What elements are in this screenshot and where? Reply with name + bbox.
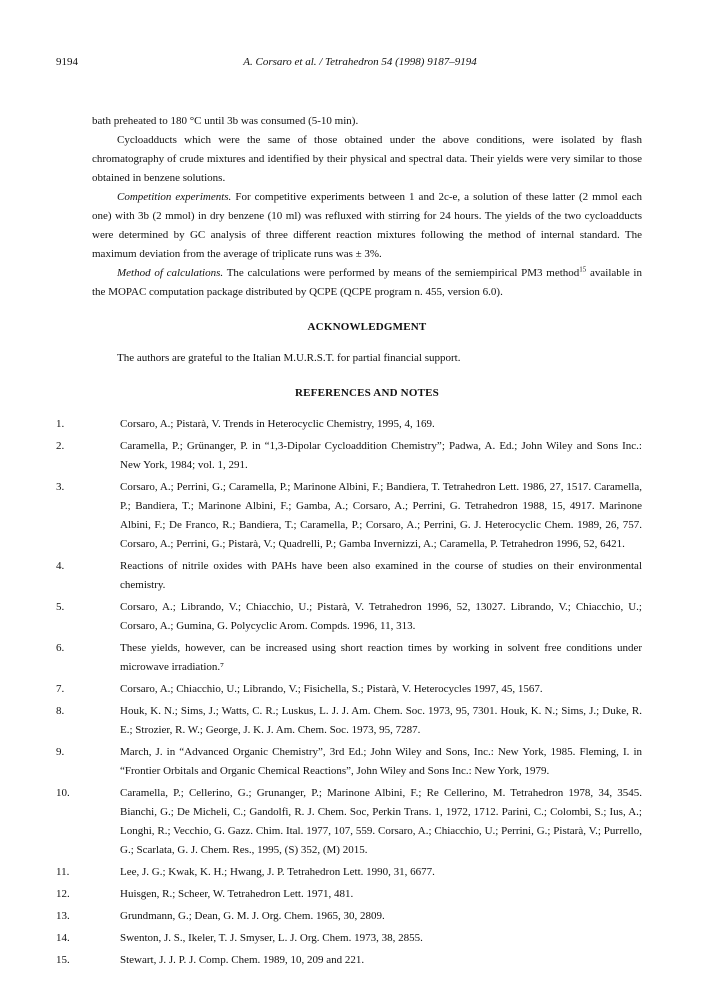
reference-number: 11. xyxy=(56,866,70,878)
reference-item xyxy=(56,415,642,434)
reference-item xyxy=(56,929,642,948)
reference-item xyxy=(56,863,642,882)
reference-number: 2. xyxy=(56,440,65,452)
reference-number: 3. xyxy=(56,481,65,493)
reference-number: 1. xyxy=(56,418,65,430)
reference-number: 10. xyxy=(56,787,70,799)
reference-item xyxy=(56,680,642,699)
page-number: 9194 xyxy=(56,56,78,68)
reference-item xyxy=(56,478,642,554)
reference-text: Lee, J. G.; Kwak, K. H.; Hwang, J. P. Tetrahedron Lett. 1990, 31, 6677. xyxy=(120,866,435,878)
reference-number: 6. xyxy=(56,642,65,654)
reference-text: Corsaro, A.; Librando, V.; Chiacchio, U.; Pistarà, V. Tetrahedron 1996, 52, 13027. Librando, V.; Chiacchio, U.; Corsaro, A.; Gumina, G. Polycyclic Arom. Compds. 1996, 11, 313. xyxy=(120,601,642,632)
reference-item xyxy=(56,702,642,740)
reference-text: Corsaro, A.; Chiacchio, U.; Librando, V.; Fisichella, S.; Pistarà, V. Heterocycles 1997, 45, 1567. xyxy=(120,683,543,695)
reference-text: March, J. in “Advanced Organic Chemistry”, 3rd Ed.; John Wiley and Sons, Inc.: New York, 1985. Fleming, I. in “Frontier Orbitals and Organic Chemical Reactions”, John Wiley and Sons Inc.: New York, 1979. xyxy=(120,746,642,777)
reference-item xyxy=(56,639,642,677)
reference-text: Swenton, J. S., Ikeler, T. J. Smyser, L. J. Org. Chem. 1973, 38, 2855. xyxy=(120,932,423,944)
reference-number: 9. xyxy=(56,746,65,758)
paragraph-3-lead: Competition experiments. xyxy=(117,191,232,203)
paragraph-4-text-b: available in the MOPAC computation package distributed by QCPE (QCPE program n. 455, version 6.0). xyxy=(92,267,642,298)
reference-number: 13. xyxy=(56,910,70,922)
reference-number: 8. xyxy=(56,705,65,717)
reference-item xyxy=(56,598,642,636)
paragraph-2: Cycloadducts which were the same of those obtained under the above conditions, were isolated by flash chromatography of crude mixtures and identified by their physical and spectral data. Their yields were very similar to those obtained in benzene solutions. xyxy=(92,134,642,184)
reference-item xyxy=(56,557,642,595)
acknowledgment-heading: ACKNOWLEDGMENT xyxy=(307,321,427,333)
page-header xyxy=(56,56,664,74)
reference-number: 14. xyxy=(56,932,70,944)
running-head: A. Corsaro et al. / Tetrahedron 54 (1998) 9187–9194 xyxy=(243,56,477,68)
body-text xyxy=(56,112,642,973)
reference-text: Corsaro, A.; Perrini, G.; Caramella, P.; Marinone Albini, F.; Bandiera, T. Tetrahedron Lett. 1986, 27, 1517. Caramella, P.; Bandiera, T.; Marinone Albini, F.; Gamba, A.; Corsaro, A.; Perrini, G. Tetrahedron 1988, 15, 4917. Marinone Albini, F.; De Franco, R.; Bandiera, T.; Caramella, P.; Corsaro, A.; Perrini, G. J. Heterocyclic Chem. 1989, 26, 757. Corsaro, A.; Perrini, G.; Pistarà, V.; Quadrelli, P.; Gamba Invernizzi, A.; Caramella, P. Tetrahedron 1996, 52, 6421. xyxy=(120,481,642,550)
reference-text: Houk, K. N.; Sims, J.; Watts, C. R.; Luskus, L. J. J. Am. Chem. Soc. 1973, 95, 7301. Houk, K. N.; Sims, J.; Duke, R. E.; Strozier, R. W.; George, J. K. J. Am. Chem. Soc. 1973, 95, 7287. xyxy=(120,705,642,736)
reference-text: Grundmann, G.; Dean, G. M. J. Org. Chem. 1965, 30, 2809. xyxy=(120,910,385,922)
paragraph-4-text-a: The calculations were performed by means of the semiempirical PM3 method xyxy=(223,267,580,279)
reference-item xyxy=(56,907,642,926)
paragraph-4 xyxy=(92,264,642,302)
reference-number: 5. xyxy=(56,601,65,613)
reference-number: 7. xyxy=(56,683,65,695)
paragraph-1: bath preheated to 180 °C until 3b was consumed (5-10 min). xyxy=(92,115,359,127)
reference-text: Stewart, J. J. P. J. Comp. Chem. 1989, 10, 209 and 221. xyxy=(120,954,365,966)
reference-item xyxy=(56,437,642,475)
reference-item xyxy=(56,743,642,781)
reference-text: Huisgen, R.; Scheer, W. Tetrahedron Lett. 1971, 481. xyxy=(120,888,354,900)
reference-item xyxy=(56,784,642,860)
references-heading: REFERENCES AND NOTES xyxy=(295,387,439,399)
reference-item xyxy=(56,951,642,970)
reference-number: 12. xyxy=(56,888,70,900)
reference-text: Corsaro, A.; Pistarà, V. Trends in Heterocyclic Chemistry, 1995, 4, 169. xyxy=(120,418,435,430)
reference-text: These yields, however, can be increased using short reaction times by working in solvent free conditions under microwave irradiation.⁷ xyxy=(120,642,642,673)
reference-list xyxy=(56,415,642,970)
reference-item xyxy=(56,885,642,904)
paragraph-4-lead: Method of calculations. xyxy=(117,267,224,279)
acknowledgment-text: The authors are grateful to the Italian M.U.R.S.T. for partial financial support. xyxy=(117,352,461,364)
reference-number: 15. xyxy=(56,954,70,966)
reference-text: Reactions of nitrile oxides with PAHs have been also examined in the course of studies on their environmental chemistry. xyxy=(120,560,642,591)
paragraph-3 xyxy=(92,188,642,264)
footnote-ref-15: 15 xyxy=(579,265,587,274)
reference-number: 4. xyxy=(56,560,65,572)
reference-text: Caramella, P.; Cellerino, G.; Grunanger, P.; Marinone Albini, F.; Re Cellerino, M. Tetrahedron 1978, 34, 3545. Bianchi, G.; De Micheli, C.; Gandolfi, R. J. Chem. Soc, Perkin Trans. 1, 1972, 1712. Parini, C.; Colombi, S.; Ius, A.; Longhi, R.; Vecchio, G. Gazz. Chim. Ital. 1977, 107, 559. Corsaro, A.; Chiacchio, U.; Perrini, G.; Pistarà, V.; Purrello, G.; Scarlata, G. J. Chem. Res., 1995, (S) 352, (M) 2015. xyxy=(120,787,642,856)
paragraph-3-text: For competitive experiments between 1 and 2c-e, a solution of these latter (2 mmol each one) with 3b (2 mmol) in dry benzene (10 ml) was refluxed with stirring for 24 hours. The yields of the two cycloadducts were determined by GC analysis of three different reaction mixtures following the method of internal standard. The maximum deviation from the average of triplicate runs was ± 3%. xyxy=(92,191,642,260)
reference-text: Caramella, P.; Grünanger, P. in “1,3-Dipolar Cycloaddition Chemistry”; Padwa, A. Ed.; John Wiley and Sons Inc.: New York, 1984; vol. 1, 291. xyxy=(120,440,642,471)
